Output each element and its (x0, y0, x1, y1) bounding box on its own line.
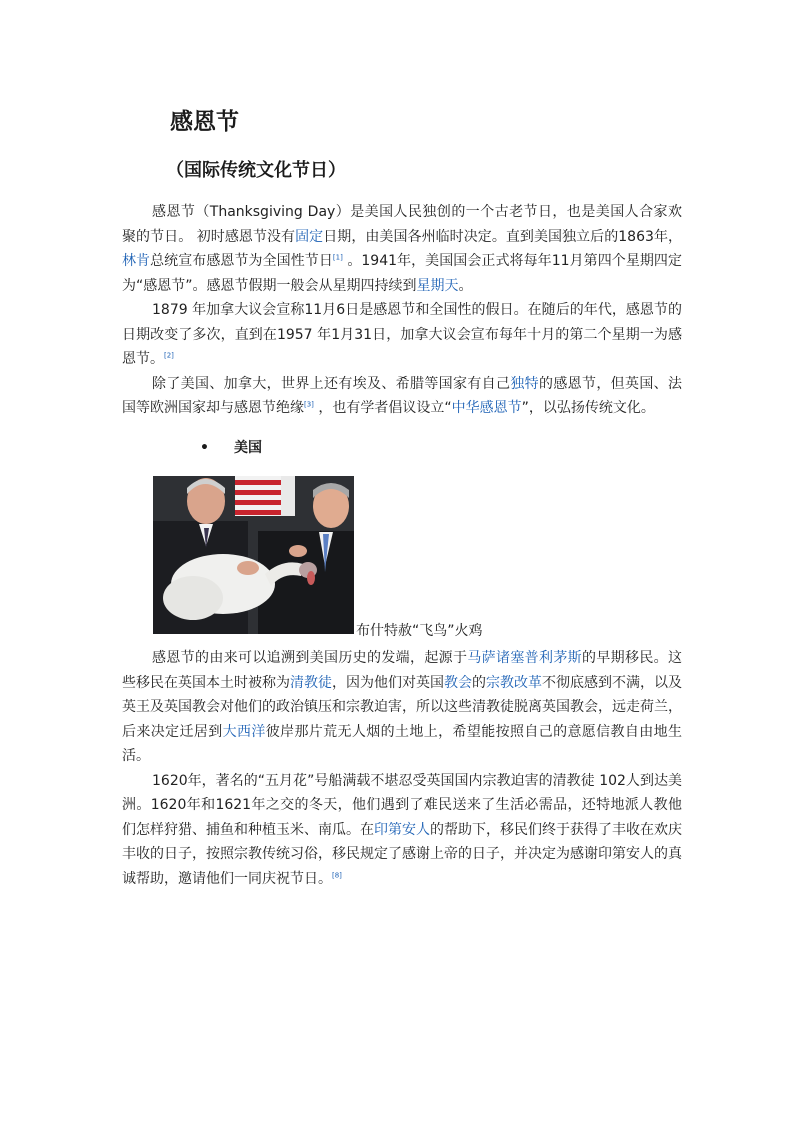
page-title: 感恩节 (170, 109, 239, 135)
text-run: 日期，由美国各州临时决定。直到美国独立后的1863年， (323, 228, 683, 245)
photo-illustration (153, 476, 354, 634)
citation-link[interactable]: [3] (304, 400, 314, 409)
citation-link[interactable]: [1] (332, 253, 343, 262)
bullet-label: 美国 (234, 440, 262, 456)
inline-link[interactable]: 教会 (444, 674, 472, 691)
text-run: 感恩节（Thanksgiving Day）是美国人民独创的一个古老节日，也是美国人合家欢聚的节日。 初时感恩节没有 (122, 204, 682, 245)
inline-link[interactable]: 星期天 (416, 277, 459, 294)
text-run: 不彻底感到不满，以及英王及英国教会对他们的政治镇压和宗教迫害，所以这些清教徒脱离英国教会，远走荷兰，后来决定迁居到 (122, 674, 682, 740)
paragraph (122, 298, 682, 372)
inline-link[interactable]: 印第安人 (374, 821, 430, 838)
text-run: ，也有学者倡议设立“ (313, 400, 452, 416)
paragraph (122, 200, 682, 298)
bullet-icon: • (200, 440, 209, 456)
text-run: ”，以弘扬传统文化。 (521, 400, 655, 416)
intro-section (122, 200, 682, 421)
text-run: 的 (472, 674, 486, 691)
text-run: 总统宣布感恩节为全国性节日 (150, 253, 333, 269)
inline-link[interactable]: 清教徒 (290, 674, 332, 691)
text-run: 。 (458, 277, 473, 294)
photo-caption: 布什特赦“飞鸟”火鸡 (356, 623, 483, 639)
paragraph (122, 646, 682, 769)
text-run: 感恩节的由来可以追溯到美国历史的发端，起源于 (152, 650, 468, 666)
inline-link[interactable]: 固定 (295, 228, 324, 245)
text-run: ，因为他们对英国 (332, 674, 444, 691)
paragraph (122, 372, 682, 421)
flag-graphic (235, 476, 295, 516)
bullet-item-usa (200, 437, 262, 457)
turkey-pardon-photo (153, 476, 354, 634)
paragraph (122, 769, 682, 892)
text-run: 1620年，著名的“五月花”号船满载不堪忍受英国国内宗教迫害的清教徒 102人到达美洲。1620年和1621年之交的冬天，他们遇到了难民送来了生活必需品，还特地派人教他们怎样狩猎、捕鱼和种植玉米、南瓜。在 (122, 772, 682, 838)
inline-link[interactable]: 林肯 (122, 253, 151, 269)
inline-link[interactable]: 独特 (510, 375, 540, 392)
text-run: 的感恩节，但英国、法国等欧洲国家却与感恩节绝缘 (122, 375, 683, 416)
text-run: 彼岸那片荒无人烟的土地上，希望能按照自己的意愿信教自由地生活。 (122, 723, 683, 764)
citation-link[interactable]: [2] (164, 351, 174, 360)
citation-link[interactable]: [8] (332, 870, 342, 879)
page-subtitle: （国际传统文化节日） (166, 160, 346, 181)
text-run: 1879 年加拿大议会宣称11月6日是感恩节和全国性的假日。在随后的年代，感恩节的日期改变了多次，直到在1957 年1月31日，加拿大议会宣布每年十月的第二个星期一为感恩节。 (122, 302, 682, 367)
text-run: 除了美国、加拿大，世界上还有埃及、希腊等国家有自己 (152, 375, 511, 392)
inline-link[interactable]: 中华感恩节 (451, 400, 522, 416)
inline-link[interactable]: 宗教改革 (486, 674, 542, 691)
us-section (122, 646, 682, 891)
text-run: 。1941年，美国国会正式将每年11月第四个星期四定为“感恩节”。感恩节假期一般会从星期四持续到 (122, 253, 682, 294)
text-run: 的早期移民。这些移民在英国本土时被称为 (122, 650, 683, 691)
text-run: 的帮助下，移民们终于获得了丰收在欢庆丰收的日子，按照宗教传统习俗，移民规定了感谢上帝的日子，并决定为感谢印第安人的真诚帮助，邀请他们一同庆祝节日。 (122, 821, 682, 887)
inline-link[interactable]: 马萨诸塞普利茅斯 (467, 650, 583, 666)
inline-link[interactable]: 大西洋 (222, 723, 266, 740)
